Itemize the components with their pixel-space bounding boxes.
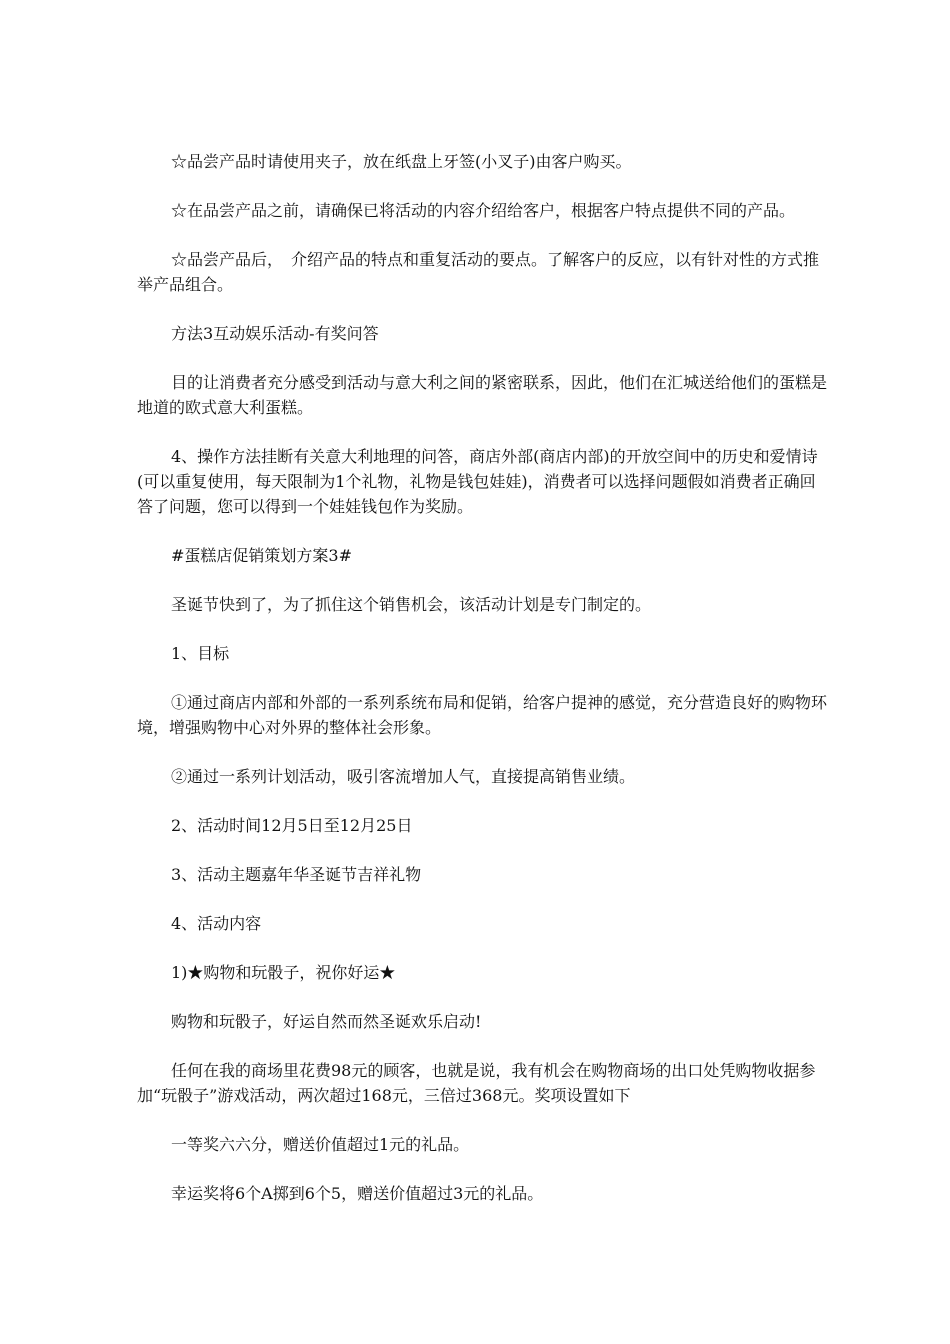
paragraph-8: 圣诞节快到了，为了抓住这个销售机会，该活动计划是专门制定的。 — [171, 595, 652, 614]
paragraph-18: 一等奖六六分，赠送价值超过1元的礼品。 — [171, 1135, 470, 1154]
paragraph-13: 3、活动主题嘉年华圣诞节吉祥礼物 — [171, 865, 422, 884]
paragraph-12: 2、活动时间12月5日至12月25日 — [171, 816, 413, 835]
paragraph-6: 4、操作方法挂断有关意大利地理的问答，商店外部(商店内部)的开放空间中的历史和爱情诗(可以重复使用，每天限制为1个礼物，礼物是钱包娃娃)，消费者可以选择问题假如消费者正确回答了问题，您可以得到一个娃娃钱包作为奖励。 — [137, 447, 818, 516]
section-heading: #蛋糕店促销策划方案3# — [171, 546, 352, 565]
paragraph-2: ☆在品尝产品之前，请确保已将活动的内容介绍给客户，根据客户特点提供不同的产品。 — [171, 201, 796, 220]
paragraph-4: 方法3互动娱乐活动-有奖问答 — [171, 324, 379, 343]
paragraph-15: 1)★购物和玩骰子，祝你好运★ — [171, 963, 396, 982]
paragraph-17: 任何在我的商场里花费98元的顾客，也就是说，我有机会在购物商场的出口处凭购物收据参加“玩骰子”游戏活动，两次超过168元，三倍过368元。奖项设置如下 — [137, 1061, 816, 1105]
paragraph-3: ☆品尝产品后， 介绍产品的特点和重复活动的要点。了解客户的反应，以有针对性的方式推举产品组合。 — [137, 250, 820, 294]
paragraph-11: ②通过一系列计划活动，吸引客流增加人气，直接提高销售业绩。 — [171, 767, 636, 786]
paragraph-1: ☆品尝产品时请使用夹子，放在纸盘上牙签(小叉子)由客户购买。 — [171, 152, 632, 171]
paragraph-19: 幸运奖将6个A掷到6个5，赠送价值超过3元的礼品。 — [171, 1184, 544, 1203]
paragraph-16: 购物和玩骰子，好运自然而然圣诞欢乐启动! — [171, 1012, 482, 1031]
paragraph-9: 1、目标 — [171, 644, 230, 663]
document-body — [137, 149, 827, 1230]
paragraph-10: ①通过商店内部和外部的一系列系统布局和促销，给客户提神的感觉，充分营造良好的购物环境，增强购物中心对外界的整体社会形象。 — [137, 693, 828, 737]
paragraph-5: 目的让消费者充分感受到活动与意大利之间的紧密联系，因此，他们在汇城送给他们的蛋糕是地道的欧式意大利蛋糕。 — [137, 373, 828, 417]
paragraph-14: 4、活动内容 — [171, 914, 262, 933]
